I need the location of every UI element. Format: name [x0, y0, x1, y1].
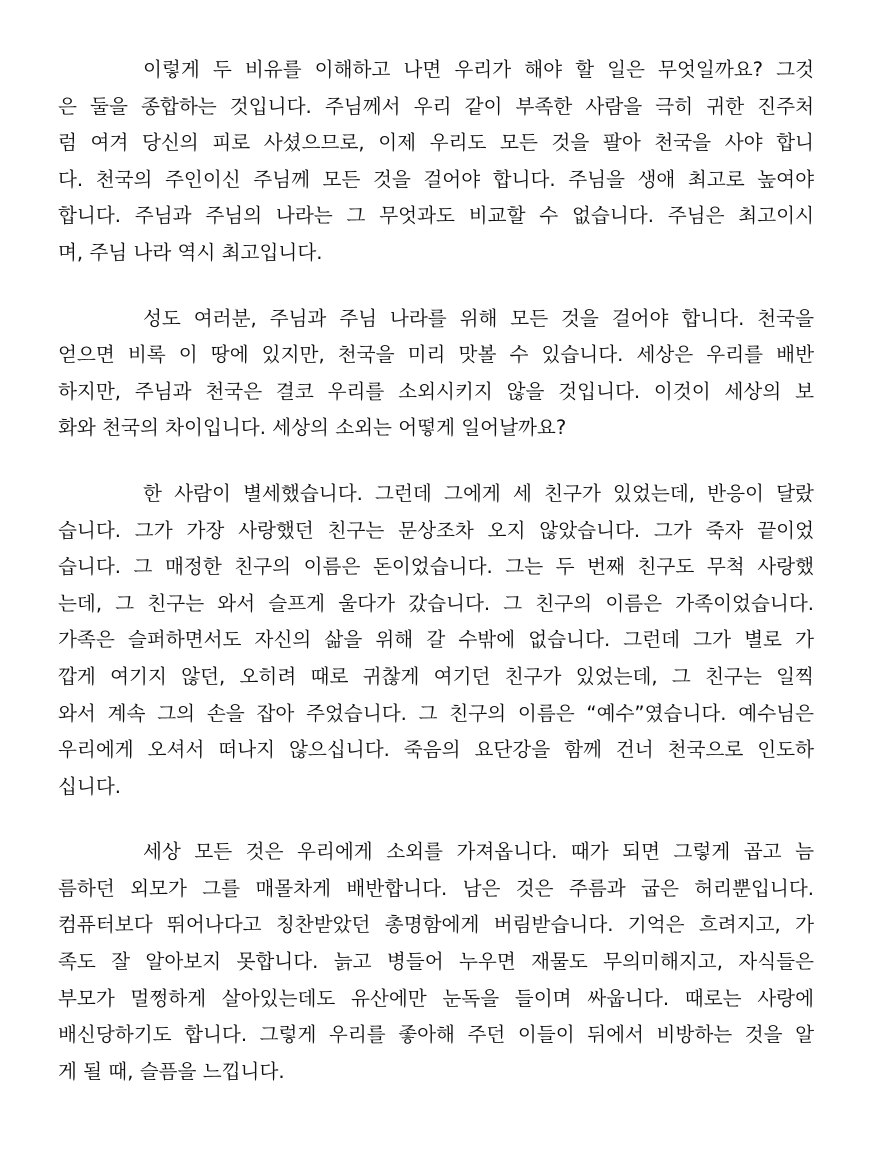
text-line: 우리에게 오셔서 떠나지 않으십니다. 죽음의 요단강을 함께 건너 천국으로 인도하 [58, 738, 814, 762]
text-line: 하지만, 주님과 천국은 결코 우리를 소외시키지 않을 것입니다. 이것이 세상의 보 [58, 379, 814, 403]
text-line: 다. 천국의 주인이신 주님께 모든 것을 걸어야 합니다. 주님을 생애 최고로 높여야 [58, 167, 814, 191]
text-line: 배신당하기도 합니다. 그렇게 우리를 좋아해 주던 이들이 뒤에서 비방하는 것을 알 [58, 1023, 814, 1047]
text-line: 는데, 그 친구는 와서 슬프게 울다가 갔습니다. 그 친구의 이름은 가족이었습니다. [58, 591, 814, 615]
text-line: 와서 계속 그의 손을 잡아 주었습니다. 그 친구의 이름은 “예수”였습니다. 예수님은 [58, 701, 814, 725]
paragraph-4 [58, 834, 814, 1090]
text-line: 깝게 여기지 않던, 오히려 때로 귀찮게 여기던 친구가 있었는데, 그 친구는 일찍 [58, 664, 814, 688]
document-page [58, 52, 814, 1119]
text-line: 세상 모든 것은 우리에게 소외를 가져옵니다. 때가 되면 그렇게 곱고 늠 [143, 840, 814, 864]
text-line: 부모가 멀쩡하게 살아있는데도 유산에만 눈독을 들이며 싸웁니다. 때로는 사랑에 [58, 986, 814, 1010]
text-line: 성도 여러분, 주님과 주님 나라를 위해 모든 것을 걸어야 합니다. 천국을 [143, 306, 814, 330]
text-line: 가족은 슬퍼하면서도 자신의 삶을 위해 갈 수밖에 없습니다. 그런데 그가 별로 가 [58, 628, 814, 652]
text-line: 름하던 외모가 그를 매몰차게 배반합니다. 남은 것은 주름과 굽은 허리뿐입니다. [58, 876, 814, 900]
paragraph-2 [58, 301, 814, 447]
text-line: 게 될 때, 슬픔을 느낍니다. [58, 1059, 285, 1083]
text-line: 은 둘을 종합하는 것입니다. 주님께서 우리 같이 부족한 사람을 극히 귀한 진주처 [58, 94, 814, 118]
text-line: 며, 주님 나라 역시 최고입니다. [58, 240, 323, 264]
text-line: 럼 여겨 당신의 피로 사셨으므로, 이제 우리도 모든 것을 팔아 천국을 사야 합니 [58, 131, 814, 155]
text-line: 습니다. 그가 가장 사랑했던 친구는 문상조차 오지 않았습니다. 그가 죽자 끝이었 [58, 518, 814, 542]
text-line: 얻으면 비록 이 땅에 있지만, 천국을 미리 맛볼 수 있습니다. 세상은 우리를 배반 [58, 343, 814, 367]
text-line: 화와 천국의 차이입니다. 세상의 소외는 어떻게 일어날까요? [58, 416, 567, 440]
text-line: 십니다. [58, 774, 122, 798]
paragraph-1 [58, 52, 814, 272]
text-line: 이렇게 두 비유를 이해하고 나면 우리가 해야 할 일은 무엇일까요? 그것 [143, 58, 814, 81]
paragraph-3 [58, 476, 814, 805]
text-line: 컴퓨터보다 뛰어나다고 칭찬받았던 총명함에게 버림받습니다. 기억은 흐려지고, 가 [58, 913, 814, 937]
text-line: 습니다. 그 매정한 친구의 이름은 돈이었습니다. 그는 두 번째 친구도 무척 사랑했 [58, 555, 814, 579]
text-line: 한 사람이 별세했습니다. 그런데 그에게 세 친구가 있었는데, 반응이 달랐 [143, 481, 814, 505]
text-line: 합니다. 주님과 주님의 나라는 그 무엇과도 비교할 수 없습니다. 주님은 최고이시 [58, 204, 814, 228]
text-line: 족도 잘 알아보지 못합니다. 늙고 병들어 누우면 재물도 무의미해지고, 자식들은 [58, 950, 814, 974]
